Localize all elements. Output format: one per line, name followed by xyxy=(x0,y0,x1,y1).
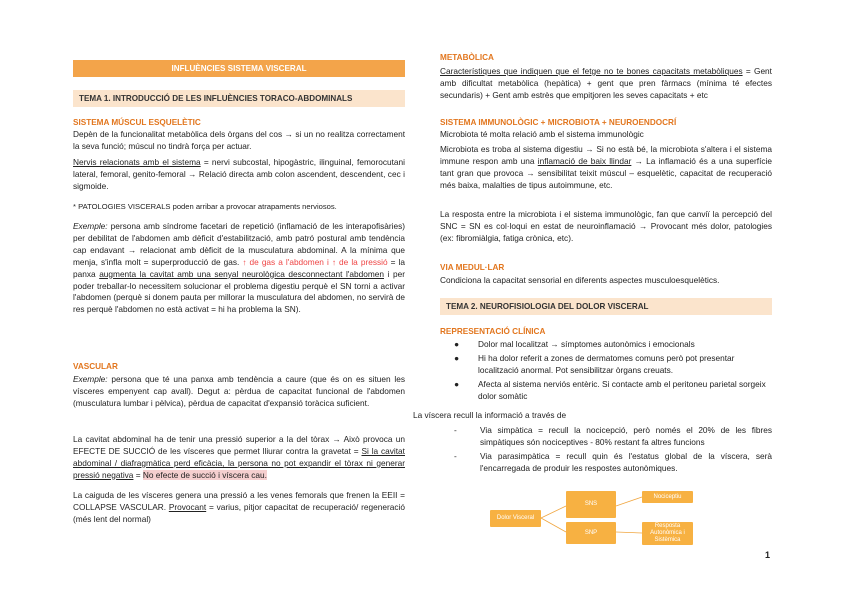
vascular-paragraph-3 xyxy=(73,490,405,526)
immuno-underline: inflamació de baix llindar xyxy=(537,155,632,166)
clinica-dash-list xyxy=(440,425,772,475)
connector-line xyxy=(616,497,642,506)
vascular-heading: VASCULAR xyxy=(73,362,118,371)
connector-line xyxy=(541,506,566,518)
clinica-bullet-list xyxy=(440,339,772,403)
nociceptiu-box: Nociceptiu xyxy=(642,491,693,503)
sme-note: * PATOLOGIES VISCERALS poden arribar a provocar atrapaments nerviosos. xyxy=(73,202,337,211)
sme-paragraph-1: Depèn de la funcionalitat metabòlica dels òrgans del cos → si un no realitza correctament la seva funció; múscul no tindrà força per actuar. xyxy=(73,129,405,151)
dolor-visceral-box: Dolor Visceral xyxy=(490,510,541,527)
example-label: Exemple: xyxy=(73,374,108,384)
medul-heading: VIA MEDUL·LAR xyxy=(440,263,505,272)
clinica-intro: La víscera recull la informació a través de xyxy=(413,410,567,420)
document-title: INFLUÈNCIES SISTEMA VISCERAL xyxy=(73,60,405,77)
vascular-highlight: No efecte de succió i víscera cau. xyxy=(142,469,267,480)
snp-box: SNP xyxy=(566,522,616,544)
list-item xyxy=(440,379,772,403)
vascular-text: La caiguda de les vísceres genera una pressió a les venes femorals que frenen la EEII = COLLAPSE VASCULAR. xyxy=(73,490,405,512)
example-red-text: ↑ de gas a l'abdomen i ↑ de la pressió xyxy=(242,256,388,267)
resposta-autonomica-box: Resposta Autonòmica i Sistèmica xyxy=(642,522,693,545)
bullet-text: Afecta al sistema nerviós entèric. Si contacte amb el peritoneu parietal sorgeix dolor somàtic xyxy=(478,378,766,401)
list-item xyxy=(440,353,772,377)
list-item xyxy=(440,339,772,351)
sme-example xyxy=(73,221,405,316)
immuno-paragraph-2 xyxy=(440,144,772,192)
clinica-heading: REPRESENTACIÓ CLÍNICA xyxy=(440,327,546,336)
vascular-underline: Provocant xyxy=(168,501,207,512)
example-text: i per poder treballar-lo necessitem solucionar el problema digestiu perquè el SN torni a activar l'abdomen (perquè si donem pauta per millorar la musculatura del abdomen, no servirà de res perquè l'abdomen no està activat = hi ha problema la SN). xyxy=(73,268,405,315)
metabolica-paragraph xyxy=(440,66,772,102)
vascular-text: = varius, pitjor capacitat de recuperació/ regeneració (més lent del normal) xyxy=(73,501,405,524)
connector-line xyxy=(541,518,566,532)
immuno-text: Microbiota es troba al sistema digestiu → Si no està bé, la microbiota s'altera i el sistema immune respon amb una xyxy=(440,144,772,166)
immuno-text: → La inflamació és a una superfície tant gran que provoca → sensibilitat teixit múscul – esquelètic, capacitat de recuperació més baixa, malalties de tipus autoimmune, etc. xyxy=(440,155,772,190)
metabolica-underline: Característiques que indiquen que el fetge no te bones capacitats metabòliques xyxy=(440,66,743,76)
sme-nerves-paragraph xyxy=(73,157,405,193)
immuno-paragraph-1: Microbiota té molta relació amb el sistema immunològic xyxy=(440,129,644,139)
vascular-paragraph-2 xyxy=(73,434,405,482)
bullet-icon: ● xyxy=(454,352,460,363)
nerves-text: = nervi subcostal, hipogàstric, ilinguinal, femorocutani lateral, femoral, genito-femoral → Relació directa amb colon ascendent, descendent, cec i sigmoide. xyxy=(73,157,405,191)
dash-text: Via simpàtica = recull la nocicepció, però només el 20% de les fibres simpàtiques són nociceptives - 80% restant fa altres funcions xyxy=(480,425,772,447)
immuno-paragraph-3: La resposta entre la microbiota i el sistema immunològic, fan que canviï la percepció del SNC = SN es col·loqui en estat de neuroinflamació → Provocant més dolor, patologies (ex: fibromiàlgia, fatiga crònica, etc). xyxy=(440,209,772,243)
dash-icon: - xyxy=(454,425,457,435)
list-item xyxy=(440,451,772,475)
metabolica-text: = Gent amb dificultat metabòlica (hepàtica) + gent que pren fàrmacs (mínima té efectes secundaris) + Gent amb estrès que empitjoren les seves capacitats + etc xyxy=(440,66,772,100)
bullet-text: Dolor mal localitzat → símptomes autonòmics i emocionals xyxy=(478,339,695,349)
vascular-text: = xyxy=(133,469,143,480)
nerves-label: Nervis relacionats amb el sistema xyxy=(73,157,201,167)
example-text: = la panxa xyxy=(73,256,405,279)
example-label: Exemple: xyxy=(73,221,108,231)
vascular-text: La cavitat abdominal ha de tenir una pressió superior a la del tòrax → Això provoca un EFECTE DE SUCCIÓ de les vísceres que permet lliurar contra la gravetat = xyxy=(73,434,405,456)
page-number: 1 xyxy=(764,550,770,560)
sme-heading: SISTEMA MÚSCUL ESQUELÈTIC xyxy=(73,118,201,127)
dash-icon: - xyxy=(454,450,457,461)
bullet-text: Hi ha dolor referit a zones de dermatomes comuns però pot presentar localització anormal. Pot sensibilitzar òrgans creuats. xyxy=(478,352,735,375)
tema2-heading: TEMA 2. NEUROFISIOLOGIA DEL DOLOR VISCERAL xyxy=(440,298,772,315)
medul-paragraph: Condiciona la capacitat sensorial en diferents aspectes musculoesquelètics. xyxy=(440,275,720,285)
sns-box: SNS xyxy=(566,491,616,518)
example-underline: augmenta la cavitat amb una senyal neurològica desconnectant l'abdomen xyxy=(99,268,384,279)
tema1-heading: TEMA 1. INTRODUCCIÓ DE LES INFLUÈNCIES TORACO-ABDOMINALS xyxy=(73,90,405,107)
immuno-heading: SISTEMA IMMUNOLÒGIC + MICROBIOTA + NEUROENDOCRÍ xyxy=(440,118,677,127)
bullet-icon: ● xyxy=(454,339,460,349)
dash-text: Via parasimpàtica = recull quin és l'estatus global de la víscera, serà l'encarregada de produir les respostes autonòmiques. xyxy=(480,450,772,473)
metabolica-heading: METABÒLICA xyxy=(440,53,494,62)
example-text: persona que té una panxa amb tendència a caure (que és on es situen les vísceres empenyent cap avall). Degut a: pèrdua de capacitat funcional de l'abdomen (musculatura lumbar i pèlvica), pèrdua de capacitat d'expansió toràcica suficient. xyxy=(73,374,405,408)
vascular-example xyxy=(73,374,405,410)
connector-line xyxy=(616,532,642,533)
list-item xyxy=(440,425,772,449)
vascular-underline: Si la cavitat abdominal / diafragmàtica perd eficàcia, la persona no pot expandir el tòrax ni generar pressió negativa xyxy=(73,445,405,480)
example-text: persona amb síndrome facetari de repetició (inflamació de les interapofisàries) per debilitat de l'abdomen amb dèficit d'estabilització, amb patró postural amb tendència cap endavant → relacionat amb dèficit de la musculatura abdominal. A la mínima que menja, s'infla molt = superproducció de gas. xyxy=(73,221,405,267)
bullet-icon: ● xyxy=(454,378,460,389)
